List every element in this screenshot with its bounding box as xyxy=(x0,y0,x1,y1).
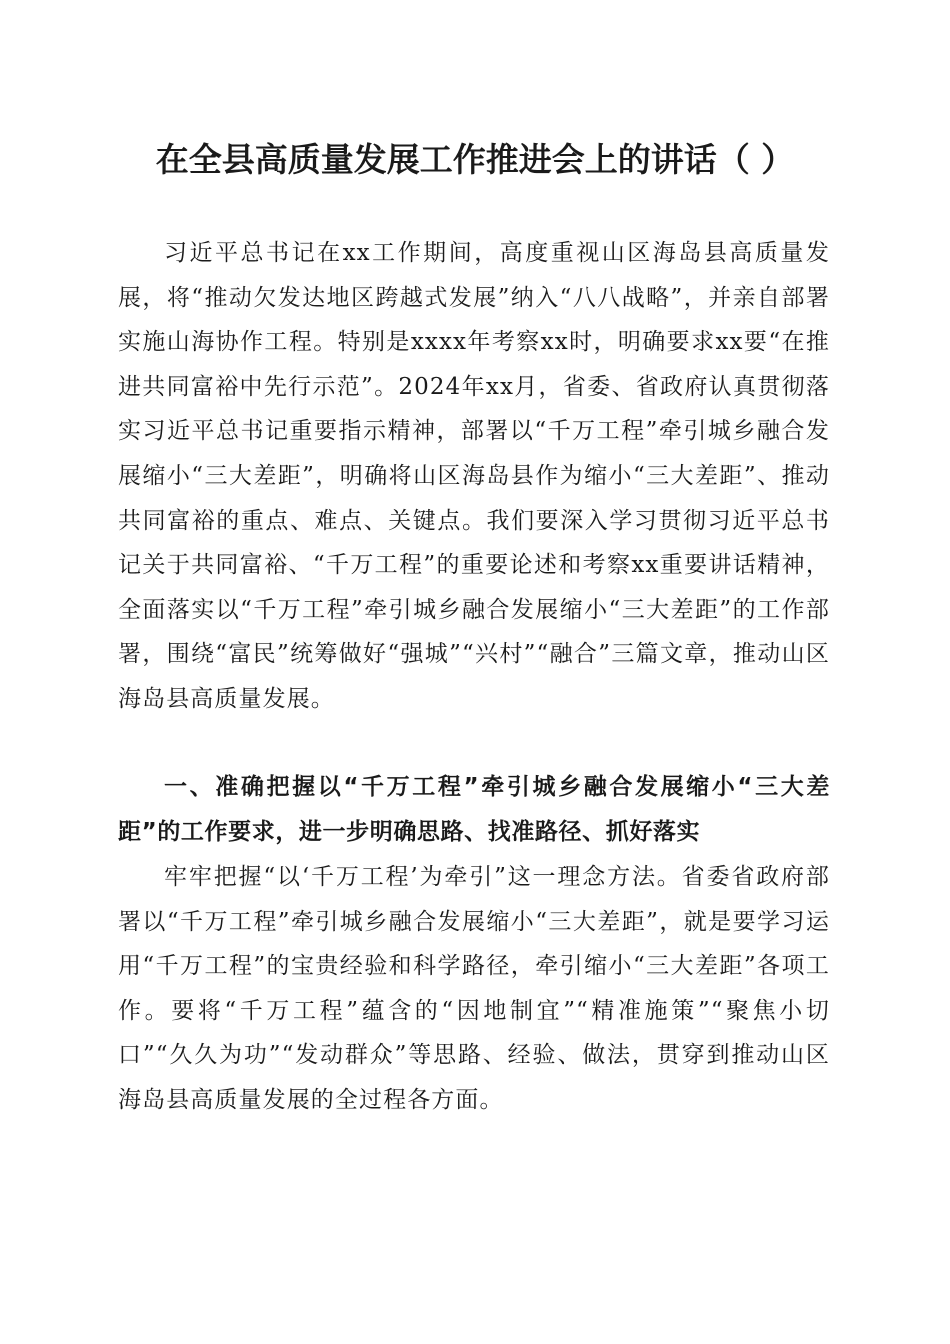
document-title: 在全县高质量发展工作推进会上的讲话（ ） xyxy=(155,140,795,179)
paragraph-intro: 习近平总书记在xx工作期间，高度重视山区海岛县高质量发展，将“推动欠发达地区跨越式发展”纳入“八八战略”，并亲自部署实施山海协作工程。特别是xxxx年考察xx时，明确要求xx要“在推进共同富裕中先行示范”。2024年xx月，省委、省政府认真贯彻落实习近平总书记重要指示精神，部署以“千万工程”牵引城乡融合发展缩小“三大差距”，明确将山区海岛县作为缩小“三大差距”、推动共同富裕的重点、难点、关键点。我们要深入学习贯彻习近平总书记关于共同富裕、“千万工程”的重要论述和考察xx重要讲话精神，全面落实以“千万工程”牵引城乡融合发展缩小“三大差距”的工作部署，围绕“富民”统筹做好“强城”“兴村”“融合”三篇文章，推动山区海岛县高质量发展。 xyxy=(118,240,830,712)
paragraph-section-1: 牢牢把握“以‘千万工程’为牵引”这一理念方法。省委省政府部署以“千万工程”牵引城乡融合发展缩小“三大差距”，就是要学习运用“千万工程”的宝贵经验和科学路径，牵引缩小“三大差距”各项工作。要将“千万工程”蕴含的“因地制宜”“精准施策”“聚焦小切口”“久久为功”“发动群众”等思路、经验、做法，贯穿到推动山区海岛县高质量发展的全过程各方面。 xyxy=(118,864,830,1113)
section-heading-1: 一、准确把握以“千万工程”牵引城乡融合发展缩小“三大差距”的工作要求，进一步明确思路、找准路径、抓好落实 xyxy=(118,774,830,845)
